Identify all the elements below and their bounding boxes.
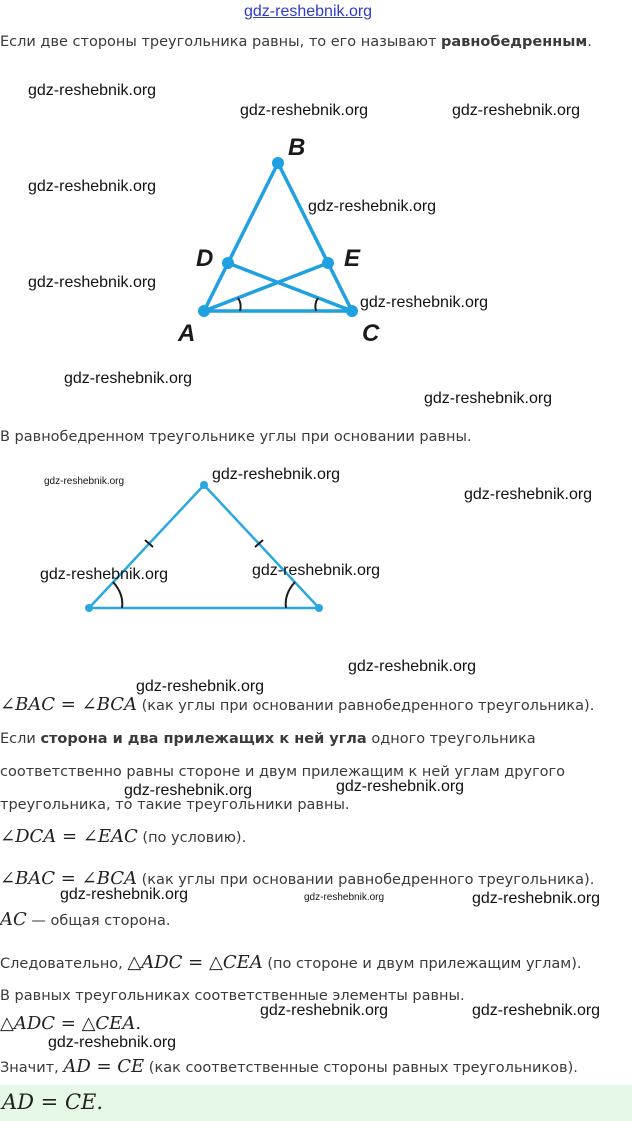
vertex-left bbox=[85, 604, 93, 612]
angle-arc-right bbox=[286, 582, 295, 608]
answer-math: AD = CE. bbox=[2, 1090, 104, 1114]
rule-line-3: треугольника, то такие треугольники равны. bbox=[0, 797, 350, 813]
equation-common-side bbox=[0, 909, 171, 930]
equation-text: (как соответственные стороны равных треугольников). bbox=[144, 1060, 578, 1076]
watermark: gdz-reshebnik.org bbox=[40, 566, 169, 583]
equation-math: AD = CE bbox=[63, 1056, 145, 1077]
answer-box bbox=[0, 1085, 632, 1121]
side-left bbox=[89, 485, 204, 608]
point-c bbox=[346, 305, 358, 317]
base-angles-paragraph: В равнобедренном треугольнике углы при основании равны. bbox=[0, 429, 472, 445]
watermark: gdz-reshebnik.org bbox=[28, 274, 157, 291]
definition-text: Если две стороны треугольника равны, то его называют bbox=[0, 34, 441, 50]
equation-conclusion bbox=[0, 1056, 578, 1077]
watermark: gdz-reshebnik.org bbox=[348, 658, 477, 675]
watermark: gdz-reshebnik.org bbox=[260, 1002, 389, 1019]
rule-line-1 bbox=[0, 731, 536, 747]
rule-bold-text: сторона и два прилежащих к ней угла bbox=[40, 731, 367, 747]
angle-arc-a bbox=[238, 298, 241, 311]
equation-base-angles bbox=[0, 694, 594, 715]
watermark: gdz-reshebnik.org bbox=[28, 178, 157, 195]
rule-text: Если bbox=[0, 731, 41, 747]
rule-text-end: одного треугольника bbox=[366, 731, 536, 747]
watermark: gdz-reshebnik.org bbox=[308, 198, 437, 215]
watermark: gdz-reshebnik.org bbox=[304, 892, 385, 903]
equation-math: △ADC = △CEA bbox=[127, 952, 263, 973]
watermark: gdz-reshebnik.org bbox=[472, 890, 601, 907]
watermark: gdz-reshebnik.org bbox=[64, 370, 193, 387]
equation-math: AC bbox=[0, 909, 27, 930]
watermark: gdz-reshebnik.org bbox=[336, 778, 465, 795]
watermark: gdz-reshebnik.org bbox=[44, 476, 125, 487]
definition-end: . bbox=[587, 34, 592, 50]
watermark: gdz-reshebnik.org bbox=[60, 886, 189, 903]
point-b bbox=[272, 157, 284, 169]
equation-math: ∠BAC = ∠BCA bbox=[0, 694, 138, 715]
equation-math: ∠BAC = ∠BCA bbox=[0, 868, 138, 889]
watermark: gdz-reshebnik.org bbox=[452, 102, 581, 119]
vertex-right bbox=[315, 604, 323, 612]
point-a bbox=[198, 305, 210, 317]
rule-line-2: соответственно равны стороне и двум прилежащим к ней углам другого bbox=[0, 764, 566, 780]
equation-text: (по условию). bbox=[137, 830, 247, 846]
label-b: B bbox=[288, 134, 306, 161]
equation-text: — общая сторона. bbox=[26, 913, 171, 929]
side-ab bbox=[204, 163, 278, 311]
equation-text: (по стороне и двум прилежащим углам). bbox=[262, 956, 582, 972]
equation-math: ∠DCA = ∠EAC bbox=[0, 826, 138, 847]
watermark: gdz-reshebnik.org bbox=[424, 390, 553, 407]
label-a: A bbox=[178, 320, 196, 347]
label-e: E bbox=[344, 245, 361, 272]
corresponding-elements-paragraph: В равных треугольниках соответственные элементы равны. bbox=[0, 988, 465, 1004]
point-d bbox=[222, 257, 234, 269]
watermark: gdz-reshebnik.org bbox=[48, 1034, 177, 1051]
equation-pre: Следовательно, bbox=[0, 956, 128, 972]
angle-arc-c bbox=[315, 298, 318, 311]
side-right bbox=[204, 485, 319, 608]
equation-text: (как углы при основании равнобедренного треугольника). bbox=[137, 698, 595, 714]
side-bc bbox=[278, 163, 352, 311]
label-d: D bbox=[196, 245, 214, 272]
equation-triangles bbox=[0, 1013, 141, 1034]
vertex-top bbox=[200, 481, 208, 489]
watermark: gdz-reshebnik.org bbox=[136, 678, 265, 695]
point-e bbox=[322, 257, 334, 269]
site-header-link[interactable]: gdz-reshebnik.org bbox=[244, 3, 373, 20]
watermark: gdz-reshebnik.org bbox=[240, 102, 369, 119]
watermark: gdz-reshebnik.org bbox=[28, 82, 157, 99]
definition-term: равнобедренным bbox=[441, 34, 588, 50]
equation-triangles-equal bbox=[0, 952, 582, 973]
equation-pre: Значит, bbox=[0, 1060, 64, 1076]
label-c: C bbox=[362, 320, 380, 347]
angle-arc-left bbox=[113, 582, 122, 608]
equation-text: (как углы при основании равнобедренного треугольника). bbox=[137, 872, 595, 888]
watermark: gdz-reshebnik.org bbox=[360, 294, 489, 311]
watermark: gdz-reshebnik.org bbox=[212, 466, 341, 483]
watermark: gdz-reshebnik.org bbox=[252, 562, 381, 579]
equation-dca-eac bbox=[0, 826, 246, 847]
watermark: gdz-reshebnik.org bbox=[464, 486, 593, 503]
equation-math: △ADC = △CEA. bbox=[0, 1013, 142, 1034]
watermark: gdz-reshebnik.org bbox=[472, 1002, 601, 1019]
watermark: gdz-reshebnik.org bbox=[124, 782, 253, 799]
